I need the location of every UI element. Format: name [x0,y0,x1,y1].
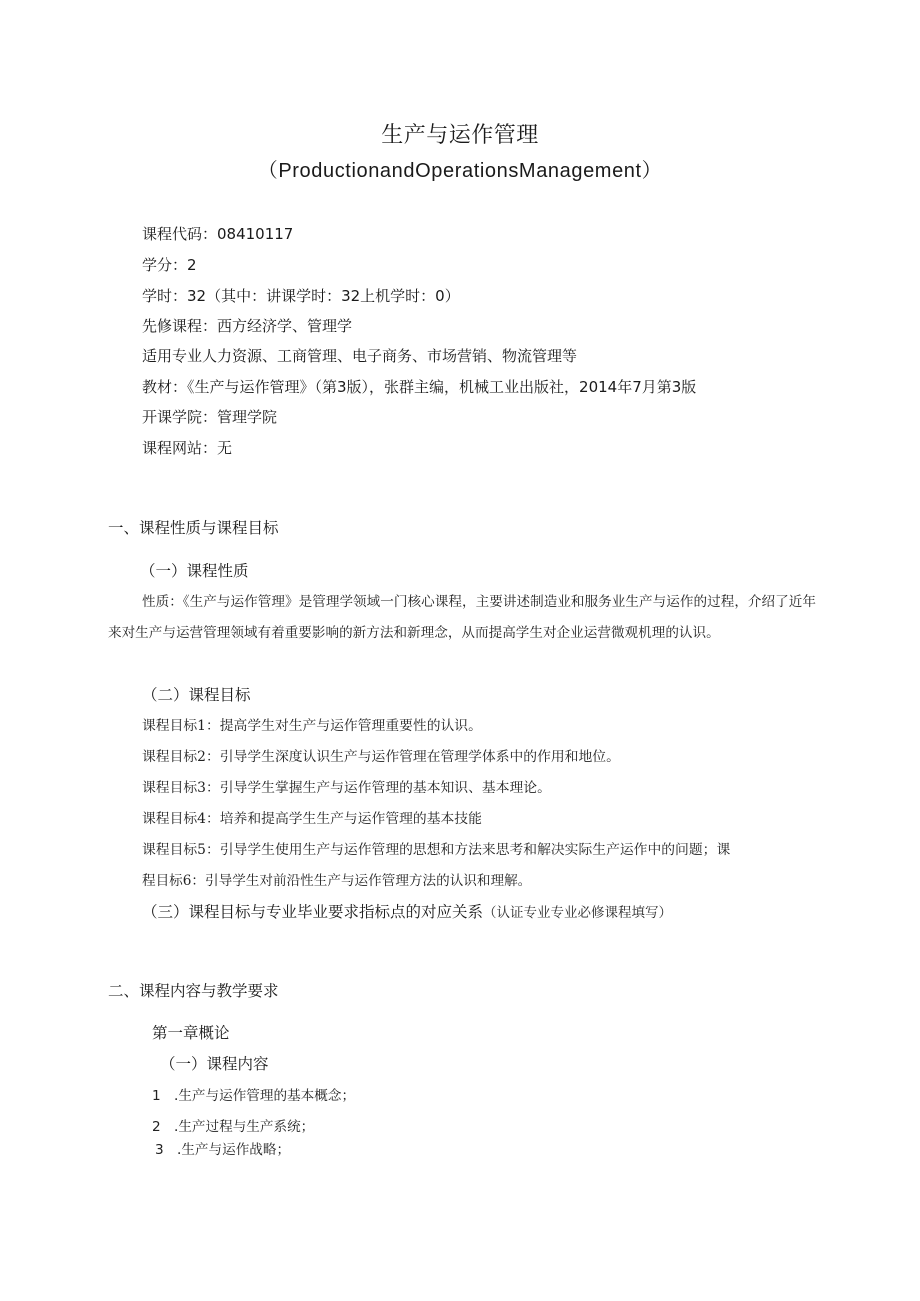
course-nature-paragraph: 性质：《生产与运作管理》是管理学领域一门核心课程，主要讲述制造业和服务业生产与运作的过程，介绍了近年来对生产与运营管理领域有着重要影响的新方法和新理念，从而提高学生对企业运营微观机理的认识。 [108,594,816,641]
course-prerequisites: 先修课程：西方经济学、管理学 [142,317,353,335]
list-item-number: 3 [155,1142,164,1158]
list-item-text: .生产过程与生产系统； [174,1119,315,1135]
subheading-course-goals: （二）课程目标 [142,686,251,704]
list-item-number: 2 [152,1119,161,1135]
course-goal-3: 课程目标3：引导学生掌握生产与运作管理的基本知识、基本理论。 [142,780,551,796]
course-credits: 学分：2 [142,256,197,274]
subheading-course-content: （一）课程内容 [160,1055,269,1073]
list-item-text: .生产与运作战略； [177,1142,291,1158]
chapter-title: 第一章概论 [152,1024,230,1042]
document-title: 生产与运作管理 [381,123,539,148]
section-heading-content: 二、课程内容与教学要求 [108,982,279,1000]
subheading-goal-mapping [142,900,672,922]
course-goal-1: 课程目标1：提高学生对生产与运作管理重要性的认识。 [142,718,482,734]
list-item [152,1084,355,1104]
goal-mapping-title: （三）课程目标与专业毕业要求指标点的对应关系 [142,903,484,921]
document-subtitle: （ProductionandOperationsManagement） [257,160,663,182]
goal-mapping-note: （认证专业专业必修课程填写） [483,905,673,921]
course-goal-2: 课程目标2：引导学生深度认识生产与运作管理在管理学体系中的作用和地位。 [142,749,620,765]
course-goal-5: 课程目标5：引导学生使用生产与运作管理的思想和方法来思考和解决实际生产运作中的问题；课 [142,842,731,858]
subheading-course-nature: （一）课程性质 [140,562,249,580]
course-goal-4: 课程目标4：培养和提高学生生产与运作管理的基本技能 [142,811,482,827]
course-goal-6: 程目标6：引导学生对前沿性生产与运作管理方法的认识和理解。 [142,873,532,889]
list-item-number: 1 [152,1088,161,1104]
course-website: 课程网站：无 [142,439,233,457]
course-majors: 适用专业人力资源、工商管理、电子商务、市场营销、物流管理等 [142,347,578,365]
course-code: 课程代码：08410117 [142,225,294,243]
section-heading-nature-goals: 一、课程性质与课程目标 [108,519,279,537]
list-item [155,1138,290,1158]
course-college: 开课学院：管理学院 [142,408,278,426]
course-hours: 学时：32（其中：讲课学时：32上机学时：0） [142,287,460,305]
course-textbook: 教材：《生产与运作管理》（第3版），张群主编，机械工业出版社，2014年7月第3版 [142,378,697,396]
list-item-text: .生产与运作管理的基本概念； [174,1088,356,1104]
list-item [152,1115,314,1135]
